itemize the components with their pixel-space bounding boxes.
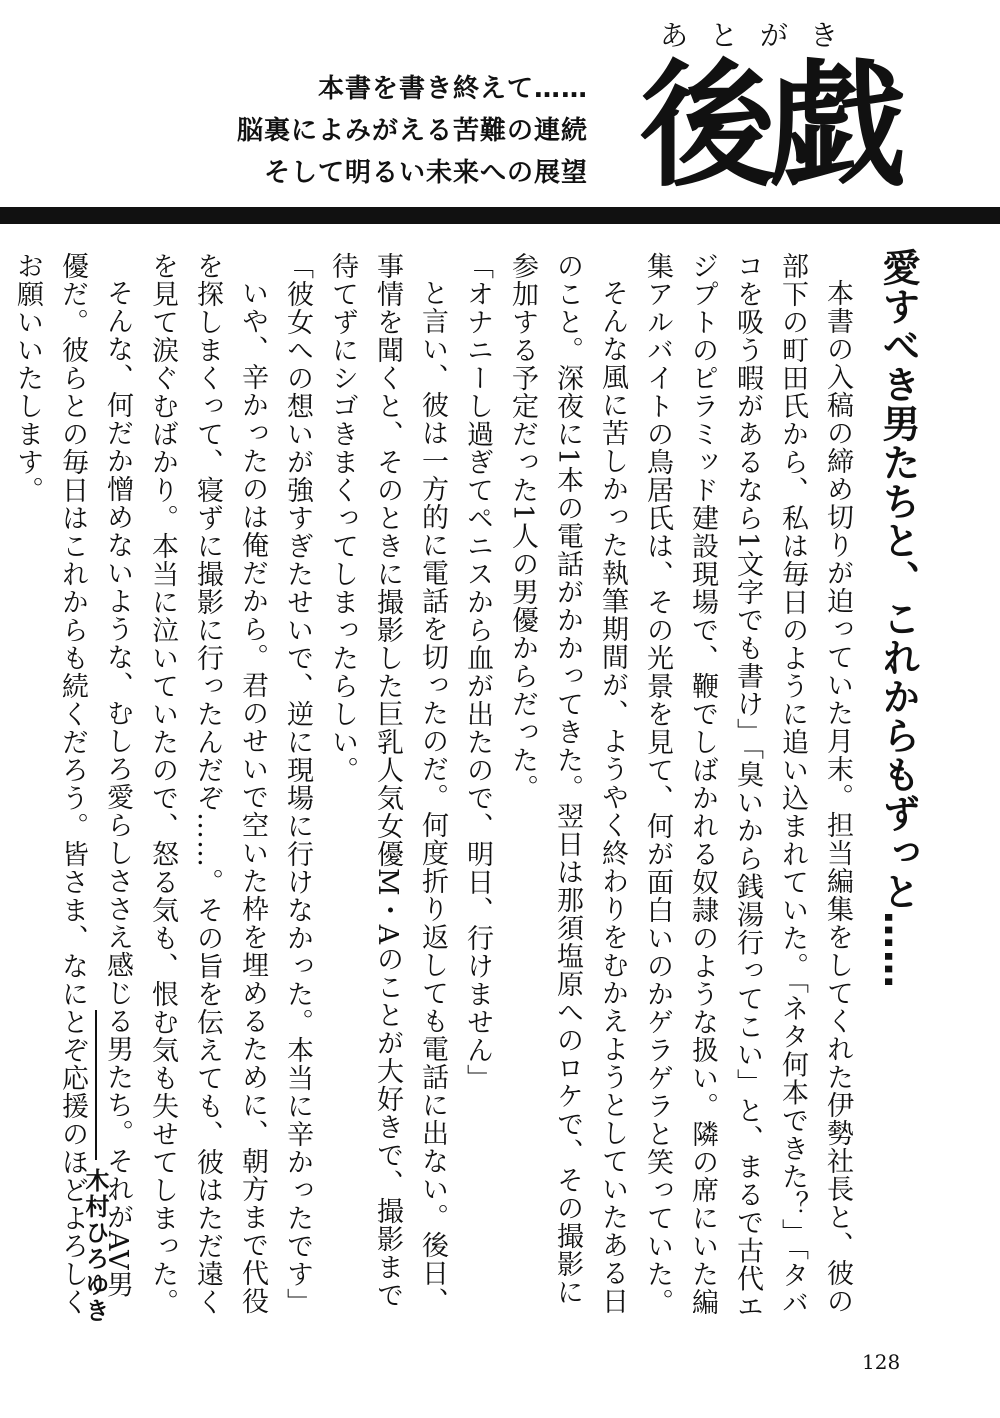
author-name: 木村ひろゆき <box>81 1168 109 1324</box>
paragraph-1: 本書の入稿の締め切りが迫っていた月末。担当編集をしてくれた伊勢社長と、彼の部下の町田氏から、私は毎日のように追い込まれていた。「ネタ何本できた？」「タバコを吸う暇があるなら1文字でも書け」「臭いから銭湯行ってこい」と、まるで古代エジプトのピラミッド建設現場で、鞭でしばかれる奴隷のような扱い。隣の席にいた編集アルバイトの鳥居氏は、その光景を見て、何が面白いのかゲラゲラと笑っていた。 <box>642 252 853 1321</box>
author-signature <box>78 1010 113 1340</box>
header-divider <box>0 207 1000 224</box>
signature-dash <box>95 1010 97 1160</box>
paragraph-4: と言い、彼は一方的に電話を切ったのだ。何度折り返しても電話に出ない。後日、事情を聞くと、そのときに撮影した巨乳人気女優M・Aのことが大好きで、撮影まで待てずにシゴきまくってしまったらしい。 <box>327 252 448 1315</box>
paragraph-5: 「彼女への想いが強すぎたせいで、逆に現場に行けなかった。本当に辛かったです」 <box>282 252 313 1316</box>
header-subline-2: 脳裏によみがえる苦難の連続 <box>236 116 588 146</box>
page-number: 128 <box>862 1350 901 1374</box>
article-headline: 愛すべき男たちと、これからもずっと…… <box>876 248 920 989</box>
header-sublines <box>237 68 588 194</box>
paragraph-6: いや、辛かったのは俺だから。君のせいで空いた枠を埋めるために、朝方まで代役を探しまくって、寝ずに撮影に行ったんだぞ……。その旨を伝えても、彼はただ遠くを見て涙ぐむばかり。本当に泣いていたので、怒る気も、恨む気も失せてしまった。 <box>147 252 268 1316</box>
header-subline-3: そして明るい未来への展望 <box>263 158 588 188</box>
header-subline-1: 本書を書き終えて…… <box>317 74 588 104</box>
paragraph-3: 「オナニーし過ぎてペニスから血が出たので、明日、行けません」 <box>462 252 493 1092</box>
paragraph-2: そんな風に苦しかった執筆期間が、ようやく終わりをむかえようとしていたある日のこと。深夜に1本の電話がかかってきた。翌日は那須塩原へのロケで、その撮影に参加する予定だった1人の男優からだった。 <box>507 252 628 1315</box>
title-ruby: あとがき <box>660 19 861 52</box>
page-title: 後戯 <box>640 48 900 206</box>
paragraph-7: そんな、何だか憎めないような、むしろ愛らしささえ感じる男たち。それがAV男優だ。彼らとの毎日はこれからも続くだろう。皆さま、なにとぞ応援のほどよろしくお願いいたします。 <box>12 252 133 1316</box>
